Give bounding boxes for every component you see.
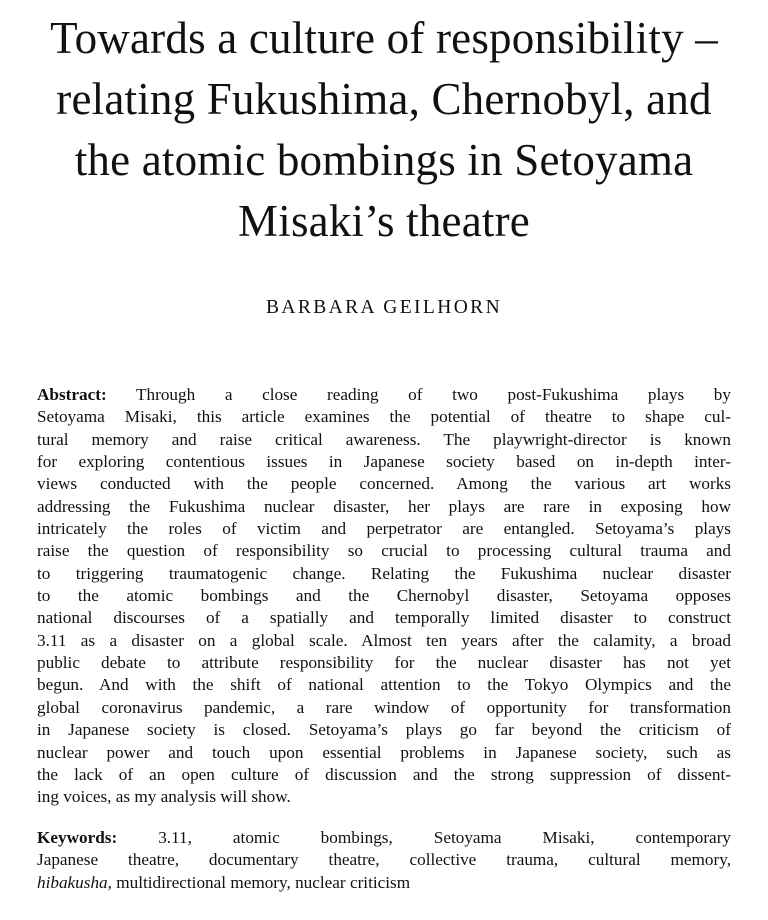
abstract-line (37, 384, 731, 406)
abstract-line: Setoyama Misaki, this article examines the potential of theatre to shape cul- (37, 407, 731, 427)
title-line: Misaki’s theatre (238, 196, 530, 246)
abstract-line-text: Through a close reading of two post-Fukushima plays by (136, 385, 731, 404)
keywords-line-text: , multidirectional memory, nuclear criticism (107, 872, 411, 892)
article-title (0, 8, 768, 252)
abstract-line: to the atomic bombings and the Chernobyl disaster, Setoyama opposes (37, 586, 731, 606)
title-line: the atomic bombings in Setoyama (74, 135, 694, 185)
keyword-hibakusha: hibakusha (37, 872, 108, 892)
abstract-line: views conducted with the people concerned. Among the various art works (37, 474, 731, 494)
abstract-line: intricately the roles of victim and perpetrator are entangled. Setoyama’s plays (37, 519, 731, 539)
keywords-line-text: 3.11, atomic bombings, Setoyama Misaki, contemporary (158, 828, 732, 847)
abstract-line: public debate to attribute responsibility for the nuclear disaster has not yet (37, 653, 731, 673)
abstract-line: tural memory and raise critical awareness. The playwright-director is known (37, 429, 731, 449)
abstract-line: nuclear power and touch upon essential problems in Japanese society, such as (37, 742, 731, 762)
abstract-line: in Japanese society is closed. Setoyama’s plays go far beyond the criticism of (37, 720, 731, 740)
title-line: relating Fukushima, Chernobyl, and (56, 74, 712, 124)
author-name: BARBARA GEILHORN (265, 297, 503, 318)
keywords-section (37, 827, 731, 894)
abstract-line: to triggering traumatogenic change. Relating the Fukushima nuclear disaster (37, 563, 731, 583)
abstract-line: for exploring contentious issues in Japanese society based on in-depth inter- (37, 452, 731, 472)
keywords-line (37, 827, 731, 849)
keywords-line: Japanese theatre, documentary theatre, collective trauma, cultural memory, (37, 850, 731, 870)
abstract-line: raise the question of responsibility so crucial to processing cultural trauma and (37, 541, 731, 561)
abstract-section (37, 384, 731, 809)
abstract-line: begun. And with the shift of national attention to the Tokyo Olympics and the (37, 675, 731, 695)
keywords-line (37, 872, 731, 894)
abstract-label: Abstract: (37, 385, 107, 404)
keywords-label: Keywords: (37, 828, 118, 847)
abstract-line: addressing the Fukushima nuclear disaster, her plays are rare in exposing how (37, 496, 731, 516)
abstract-line: national discourses of a spatially and temporally limited disaster to construct (37, 608, 731, 628)
abstract-line: ing voices, as my analysis will show. (37, 787, 291, 807)
title-line: Towards a culture of responsibility – (50, 13, 718, 63)
abstract-line: the lack of an open culture of discussion and the strong suppression of dissent- (37, 764, 731, 784)
abstract-line: global coronavirus pandemic, a rare window of opportunity for transformation (37, 697, 731, 717)
abstract-line: 3.11 as a disaster on a global scale. Almost ten years after the calamity, a broad (37, 630, 731, 650)
